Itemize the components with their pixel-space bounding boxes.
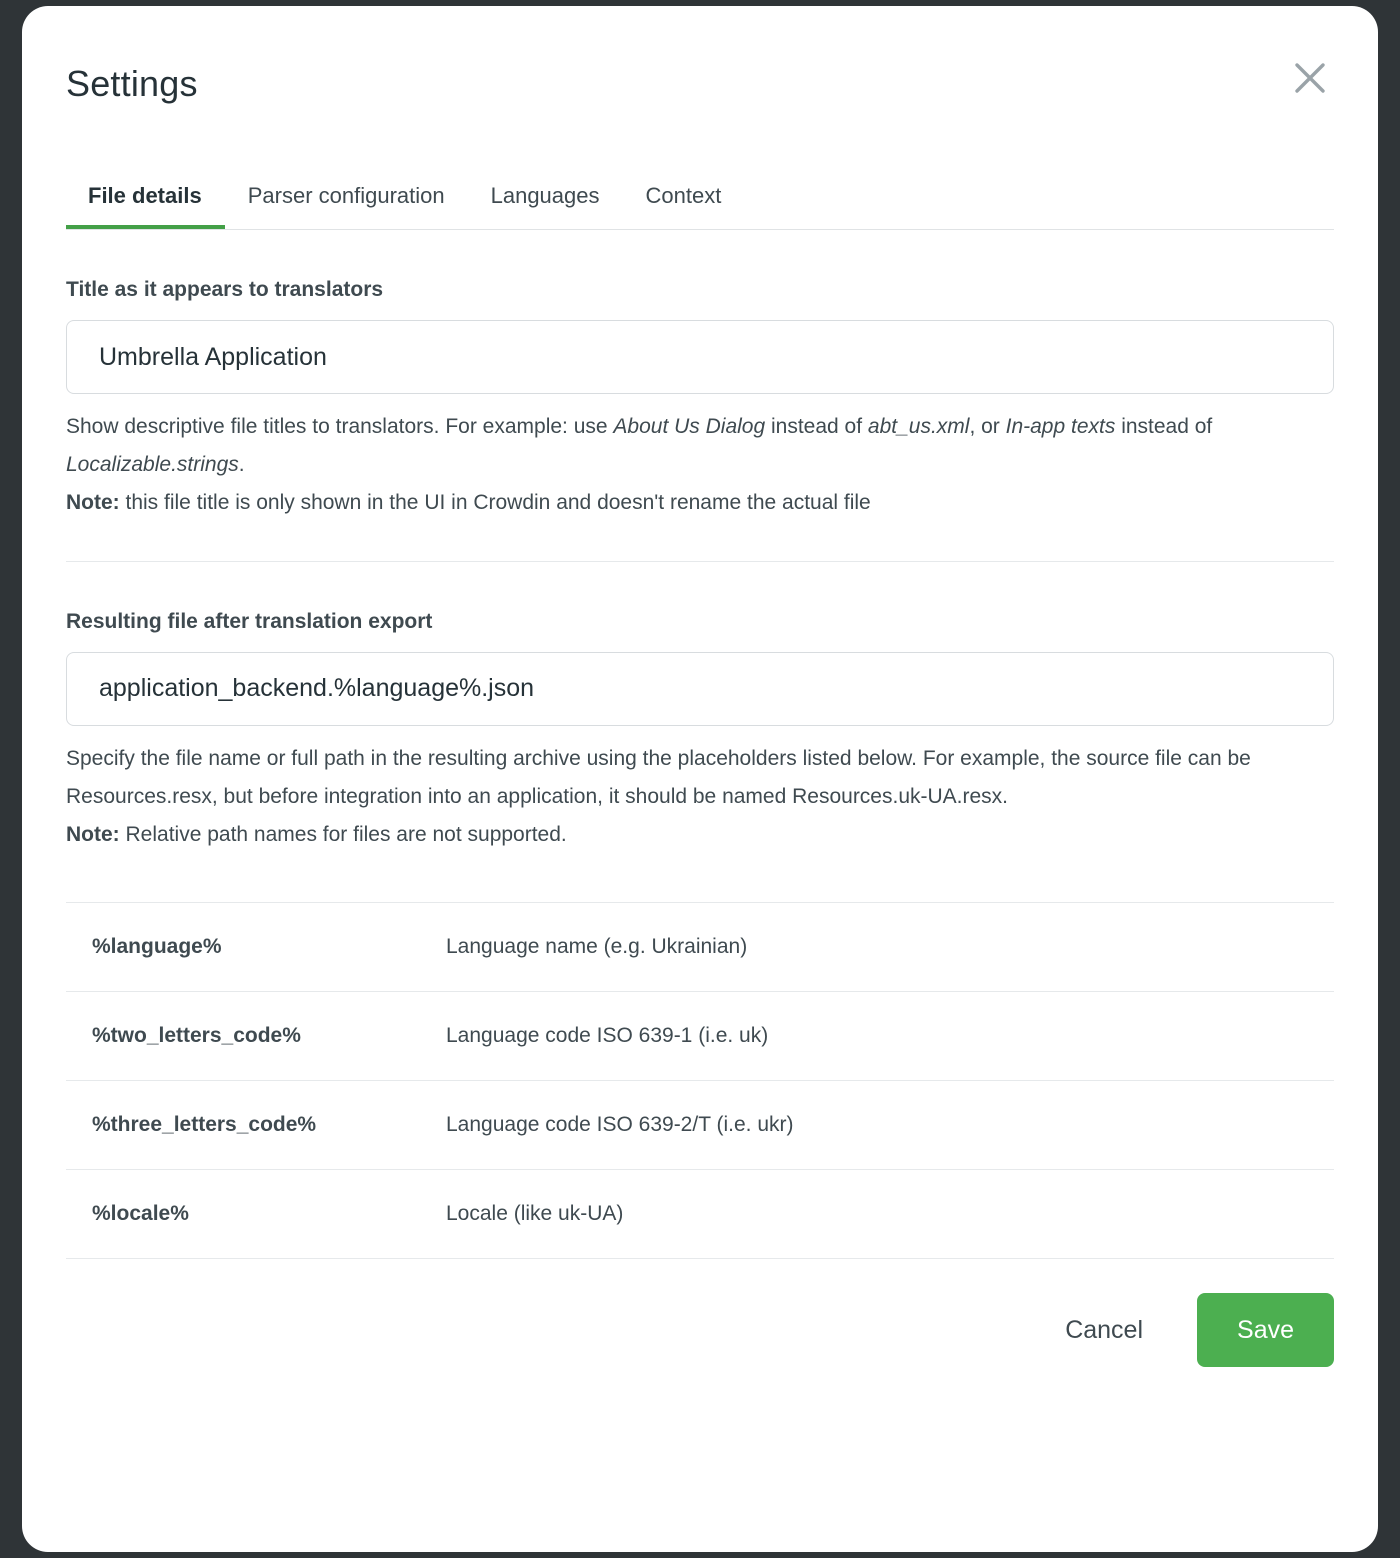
export-note-label: Note: <box>66 823 120 847</box>
title-help-part3: , or <box>969 415 1006 438</box>
page-title: Settings <box>66 63 198 104</box>
placeholder-description: Language name (e.g. Ukrainian) <box>446 935 748 959</box>
title-note-label: Note: <box>66 491 120 515</box>
tab-context[interactable]: Context <box>623 183 745 229</box>
title-help-part2: instead of <box>765 415 868 438</box>
placeholder-table <box>66 902 1334 1259</box>
export-help-text <box>66 740 1334 855</box>
tab-languages[interactable]: Languages <box>468 183 623 229</box>
placeholder-key: %locale% <box>92 1202 189 1226</box>
dialog-body <box>22 278 1378 1259</box>
title-help-text <box>66 408 1334 523</box>
export-field-label: Resulting file after translation export <box>66 609 433 633</box>
table-row <box>66 1170 1334 1259</box>
title-note-text: this file title is only shown in the UI in Crowdin and doesn't rename the actual file <box>119 491 871 515</box>
close-icon[interactable] <box>1286 54 1334 102</box>
placeholder-key: %language% <box>92 935 222 959</box>
title-help-part4: instead of <box>1115 415 1213 438</box>
close-icon-glyph <box>1293 61 1327 95</box>
placeholder-description: Locale (like uk-UA) <box>446 1202 624 1226</box>
title-help-em4: Localizable.strings <box>66 453 239 477</box>
title-field-label: Title as it appears to translators <box>66 278 384 301</box>
settings-dialog <box>22 6 1378 1552</box>
table-row <box>66 1081 1334 1170</box>
placeholder-description: Language code ISO 639-1 (i.e. uk) <box>446 1024 769 1048</box>
title-help-em1: About Us Dialog <box>613 415 766 438</box>
cancel-button[interactable]: Cancel <box>1037 1302 1171 1359</box>
title-input[interactable] <box>66 320 1334 394</box>
placeholder-description: Language code ISO 639-2/T (i.e. ukr) <box>446 1113 794 1137</box>
title-help-part1: Show descriptive file titles to translators. For example: use <box>66 415 614 438</box>
title-help-em2: abt_us.xml <box>867 415 970 438</box>
dialog-header <box>22 6 1378 106</box>
table-row <box>66 992 1334 1081</box>
placeholder-key: %three_letters_code% <box>92 1113 317 1137</box>
tab-parser-configuration[interactable]: Parser configuration <box>225 183 468 229</box>
tab-file-details[interactable]: File details <box>66 183 225 229</box>
placeholder-key: %two_letters_code% <box>92 1024 301 1048</box>
export-help-body: Specify the file name or full path in the resulting archive using the placeholders listed below. For example, the source file can be Resources.resx, but before integration into an application, it should be named Resources.uk-UA.resx. <box>66 746 1251 808</box>
dialog-footer <box>22 1259 1378 1367</box>
title-help-part5: . <box>238 453 245 477</box>
title-help-em3: In-app texts <box>1005 415 1116 438</box>
section-divider <box>66 561 1334 562</box>
table-row <box>66 903 1334 992</box>
tab-bar <box>66 176 1334 230</box>
save-button[interactable]: Save <box>1197 1293 1334 1367</box>
export-note-text: Relative path names for files are not supported. <box>119 823 567 847</box>
export-pattern-input[interactable] <box>66 652 1334 726</box>
